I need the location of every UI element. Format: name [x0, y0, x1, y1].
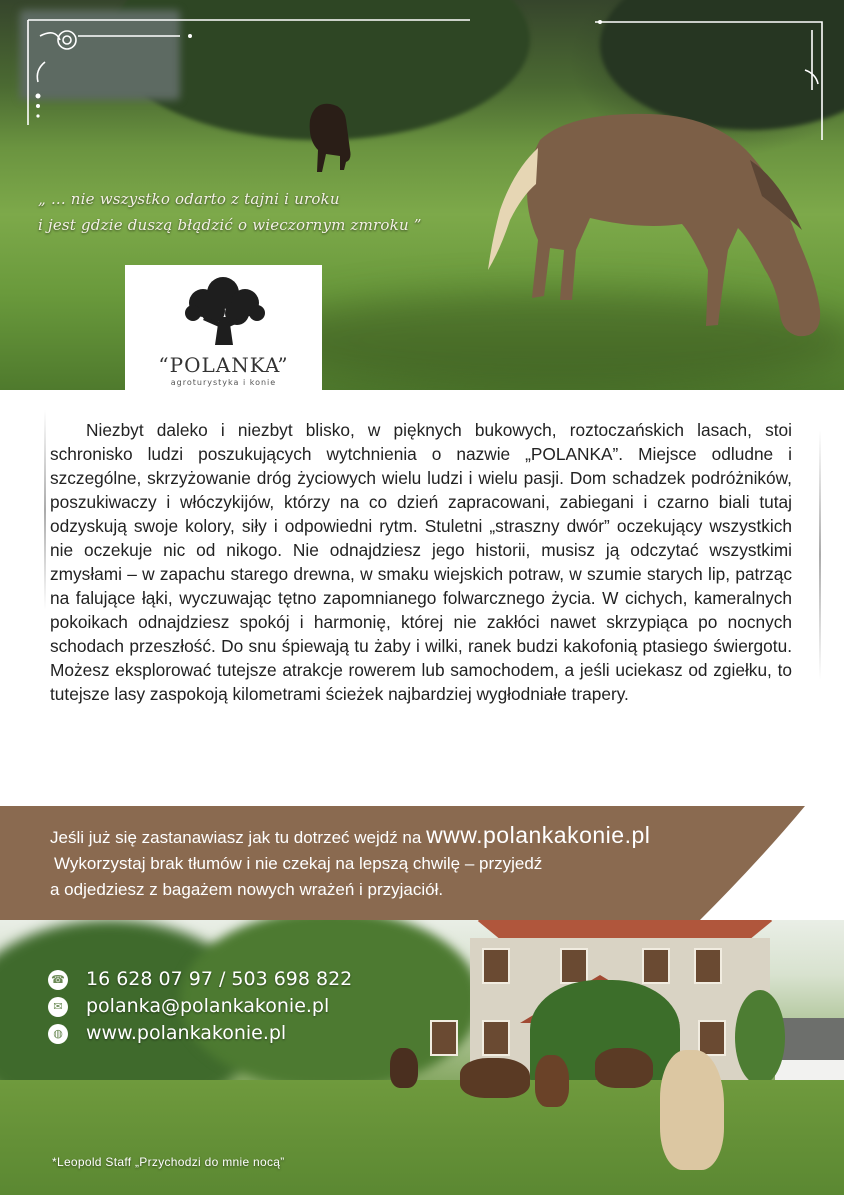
tree-icon	[179, 277, 269, 347]
contact-email[interactable]: polanka@polankakonie.pl	[86, 995, 330, 1017]
logo-name: “POLANKA”	[158, 353, 289, 377]
window	[482, 1020, 510, 1056]
hero-photo	[0, 0, 844, 390]
banner-line-1-text: Jeśli już się zastanawiasz jak tu dotrzeć wejdź na	[50, 828, 427, 847]
description-paragraph: Niezbyt daleko i niezbyt blisko, w pięknych bukowych, roztoczańskich lasach, stoi schronisko ludzi poszukujących wytchnienia o nazwie „POLANKA”. Miejsce odludne i szczególne, skrzyżowanie dróg życiowych wielu ludzi i wielu pasji. Dom schadzek podróżników, poszukiwaczy i włóczykijów, którzy na co dzień zapracowani, zabiegani i czarno biali tutaj odzyskują swoje kolory, siły i odpowiedni rytm. Stuletni „straszny dwór” oczekujący wszystkich nie oczekuje nic od nikogo. Nie odnajdziesz jego historii, musisz ją odczytać wszystkimi zmysłami – w zapachu starego drewna, w smaku wiejskich potraw, w szumie starych lip, patrząc na falujące łąki, wyczuwając tętno zapomnianego folwarcznego życia. W cichych, kameralnych pokoikach odnajdziesz spokój i harmonię, której nie zakłóci nawet skrzypiąca po nocnych schodach przeszłość. Do snu śpiewają tu żaby i wilki, ranek budzi kakofonią ptasiego świergotu. Możesz eksplorować tutejsze atrakcje rowerem lub samochodem, a jeśli uciekasz od zgiełku, to tutejsze lasy zaspokoją kilometrami ścieżek najbardziej wygłodniałe trapery.	[50, 420, 792, 704]
window	[642, 948, 670, 984]
window	[430, 1020, 458, 1056]
window	[694, 948, 722, 984]
window	[560, 948, 588, 984]
banner-text	[50, 822, 810, 903]
banner-line-2: Wykorzystaj brak tłumów i nie czekaj na lepszą chwilę – przyjedź	[54, 854, 543, 873]
quote-line-1: „ ... nie wszystko odarto z tajni i uroku	[38, 190, 340, 208]
horse	[460, 1058, 530, 1098]
logo-tagline: agroturystyka i konie	[170, 378, 277, 387]
envelope-icon: ✉	[48, 997, 68, 1017]
poem-quote	[38, 186, 478, 238]
logo	[125, 265, 322, 390]
contact-email-row	[48, 993, 352, 1020]
globe-icon: ◍	[48, 1024, 68, 1044]
barn-roof	[775, 1018, 844, 1060]
description-text	[50, 418, 792, 706]
horse	[390, 1048, 418, 1088]
contact-info	[48, 966, 352, 1047]
contact-website[interactable]: www.polankakonie.pl	[86, 1022, 287, 1044]
left-divider-line	[44, 410, 46, 610]
palomino-horse	[660, 1050, 724, 1170]
footnote: *Leopold Staff „Przychodzi do mnie nocą”	[52, 1155, 285, 1169]
window	[698, 1020, 726, 1056]
phone-icon: ☎	[48, 970, 68, 990]
banner-line-3: a odjedziesz z bagażem nowych wrażeń i przyjaciół.	[50, 880, 444, 899]
tree-right	[735, 990, 785, 1085]
contact-phone[interactable]: 16 628 07 97 / 503 698 822	[86, 968, 353, 990]
banner-line-1	[50, 822, 810, 851]
horse	[595, 1048, 653, 1088]
banner-website-link[interactable]: www.polankakonie.pl	[426, 822, 651, 848]
farm-photo	[0, 920, 844, 1195]
window	[482, 948, 510, 984]
horse	[535, 1055, 569, 1107]
contact-phone-row	[48, 966, 352, 993]
quote-line-2: i jest gdzie duszą błądzić o wieczornym zmroku ”	[38, 216, 422, 234]
right-divider-line	[819, 430, 821, 680]
contact-web-row	[48, 1020, 352, 1047]
